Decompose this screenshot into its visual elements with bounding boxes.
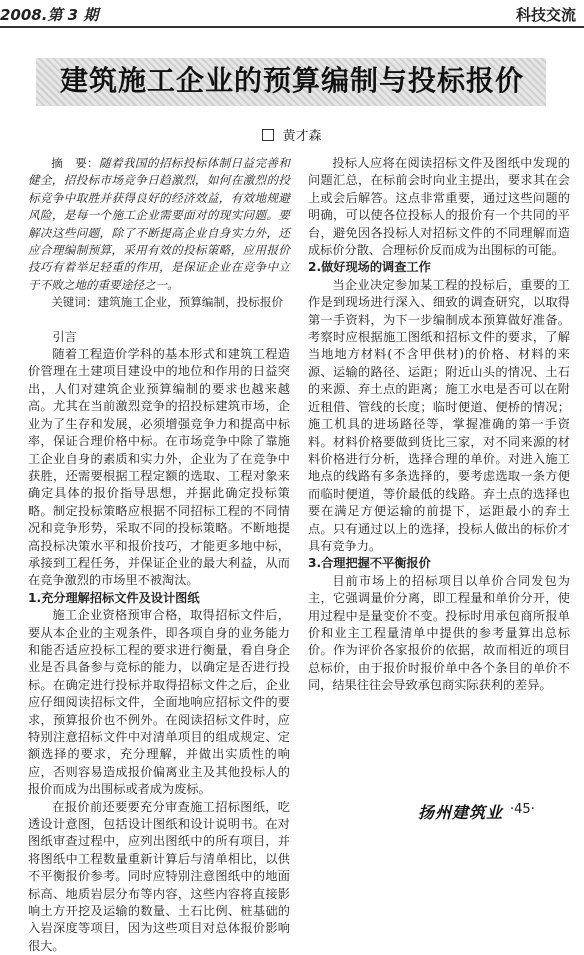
section1-paragraph-1: 施工企业资格预审合格，取得招标文件后，要从本企业的主观条件，即各项自身的业务能力和能否适应投标工程的要求进行衡量，看自身企业是否具备参与竞标的能力，以确定是否进行投标。在确定进行投标并取得招标文件之后，企业应仔细阅读招标文件，全面地响应招标文件的要求，预算报价也不例外。在阅读招标文件时，应特别注意招标文件中对清单项目的组成规定、定额选择的要求，充分理解，并做出实质性的响应，否则容易造成报价偏离业主及其他投标人的报价而成为出围标或者成为废标。 [28, 608, 290, 797]
keywords [28, 294, 290, 311]
abstract-label: 摘 要： [51, 156, 100, 170]
journal-logo: 扬州建筑业 [418, 803, 504, 822]
section3-heading: 3.合理把握不平衡报价 [308, 556, 431, 571]
section1-paragraph-2: 在报价前还要要充分审查施工招标图纸，吃透设计意图，包括设计图纸和设计说明书。在对图纸审查过程中，应列出图纸中的所有项目，并将图纸中工程数量重新计算后与清单相比，以供不平衡报价参考。同时应特别注意图纸中的地面标高、地质岩层分布等内容，这些内容将直接影响土方开挖及运输的数量、土石比例、桩基础的入岩深度等项目，因为这些项目对总体报价影响很大。 [28, 799, 290, 953]
section2-heading: 2.做好现场的调查工作 [308, 260, 431, 275]
section1-heading: 1.充分理解招标文件及设计图纸 [28, 590, 200, 605]
abstract [28, 155, 290, 294]
right-column [308, 155, 570, 695]
keywords-text: 建筑施工企业，预算编制，投标报价 [97, 295, 284, 310]
issue-label: 2008.第 3 期 [0, 6, 99, 24]
page-number: ·45· [510, 802, 535, 817]
intro-heading: 引言 [52, 329, 77, 344]
left-column [28, 155, 290, 955]
author-box-icon [262, 129, 274, 141]
article-title: 建筑施工企业的预算编制与投标报价 [59, 64, 524, 97]
keywords-label: 关键词： [51, 295, 98, 310]
intro-paragraph: 随着工程造价学科的基本形式和建筑工程造价管理在土建项目建设中的地位和作用的日益突出，人们对建筑企业预算编制的要求也越来越高。尤其在当前激烈竞争的招投标建筑市场，企业为了生存和发展，必须增强竞争力和提高中标率，保证合理价格中标。在市场竞争中除了靠施工企业自身的素质和实力外，企业为了在竞争中获胜，还需要根据工程定额的选取、工程对象来确定具体的报价指导思想，并据此确定投标策略。制定投标策略应根据不同招标工程的不同情况和竞争形势，采取不同的投标策略。不断地提高投标决策水平和报价技巧，才能更多地中标，承接到工程任务，并保证企业的最大利益，从而在竞争激烈的市场里不被淘汰。 [28, 347, 290, 588]
author-line [0, 125, 584, 144]
header-rule [0, 26, 584, 28]
spacer [28, 312, 290, 329]
author-name: 黄才森 [282, 129, 322, 144]
section3-paragraph-1: 目前市场上的招标项目以单价合同发包为主，它强调量价分离，即工程量和单价分开，使用过程中是量变价不变。投标时用承包商所报单价和业主工程量清单中提供的参考量算出总标价。作为评价各家报价的依据，故而相近的项目总标价，由于报价时报价单中各个条目的单价不同，结果往往会导致承包商实际获利的差异。 [308, 573, 570, 693]
section1-paragraph-3: 投标人应将在阅读招标文件及图纸中发现的问题汇总，在标前会时向业主提出，要求其在会上或会后解答。这点非常重要，通过这些问题的明确，可以使各位投标人的报价有一个共同的平台，避免因各投标人对招标文件的不同理解而造成标价分散、合理标价反而成为出围标的可能。 [308, 156, 570, 258]
column-label: 科技交流 [515, 6, 576, 24]
abstract-text: 随着我国的招标投标体制日益完善和健全，招投标市场竞争日趋激烈，如何在激烈的投标竞争中取胜并获得良好的经济效益，有效地规避风险，是每一个施工企业需要面对的现实问题。要解决这些问题，除了不断提高企业自身实力外，还应合理编制预算，采用有效的投标策略，应用报价技巧有着举足轻重的作用，是保证企业在竞争中立于不败之地的重要途径之一。 [28, 156, 290, 292]
page-header [0, 0, 584, 30]
section2-paragraph-1: 当企业决定参加某工程的投标后，重要的工作是到现场进行深入、细致的调查研究，以取得第一手资料，为下一步编制成本预算做好准备。考察时应根据施工图纸和招标文件的要求，了解当地地方材料(不含甲供材)的价格、材料的来源、运输的路径、运距；附近山头的情况、土石的来源、弃土点的距离；施工水电是否可以在附近租借、管线的长度；临时便道、便桥的情况；施工机具的进场路径等，掌握准确的第一手资料。材料价格要做到货比三家，对不同来源的材料价格进行分析，选择合理的单价。对进入施工地点的线路有多条选择的，要考虑选取一条方便而临时便道，等价最低的线路。弃土点的选择也要在满足方便运输的前提下，运距最小的弃土点。只有通过以上的选择，投标人做出的标价才具有竞争力。 [308, 277, 570, 553]
